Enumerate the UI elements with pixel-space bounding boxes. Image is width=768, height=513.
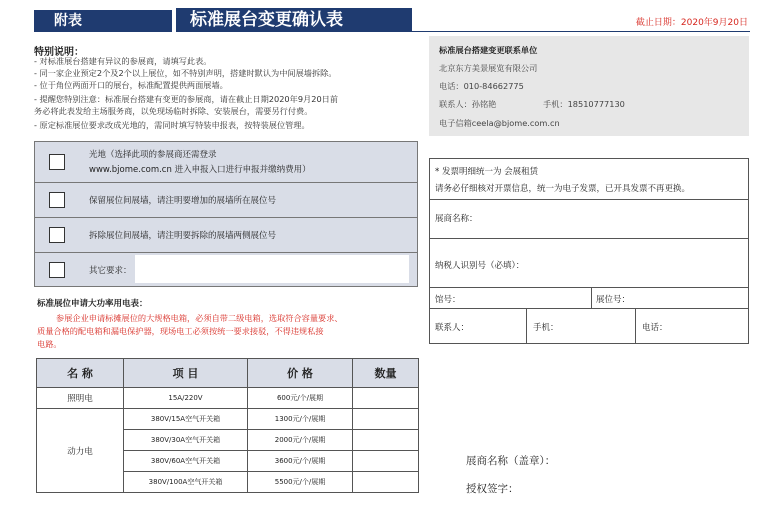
invoice-form — [429, 158, 749, 344]
header-rule — [412, 31, 750, 32]
table-row — [37, 388, 419, 409]
signature-company: 展商名称（盖章）： — [466, 455, 556, 467]
signature-sign: 授权签字： — [466, 483, 519, 495]
keep-wall-checkbox[interactable] — [49, 192, 65, 208]
col-name: 名 称 — [37, 359, 124, 388]
power-table — [36, 358, 419, 493]
note-line: 务必将此表发给主场服务商，以免现场临时拆除、安装展台，需要另行付费。 — [34, 106, 313, 116]
contact-label[interactable]: 联系人： — [435, 323, 470, 333]
booth-options — [34, 141, 418, 287]
col-item: 项 目 — [124, 359, 248, 388]
appendix-tag: 附表 — [34, 10, 172, 32]
deadline-label: 截止日期：2020年9月20日 — [635, 18, 748, 28]
power-title: 标准展位申请大功率用电表： — [37, 299, 148, 309]
contact-box — [429, 36, 749, 136]
power-price: 2000元/个/展期 — [248, 430, 353, 451]
other-checkbox[interactable] — [49, 262, 65, 278]
booth-no-label[interactable]: 展位号： — [596, 295, 631, 305]
note-line: - 提醒您特别注意：标准展台搭建有变更的参展商，请在截止日期2020年9月20日前 — [34, 94, 339, 104]
invoice-company-label: 展商名称： — [435, 214, 478, 224]
note-line: - 同一家企业预定2个及2个以上展位，如不特别声明，搭建时默认为中间展墙拆除。 — [34, 68, 337, 78]
invoice-tax-field[interactable] — [430, 239, 748, 288]
col-price: 价 格 — [248, 359, 353, 388]
mobile-label[interactable]: 手机： — [533, 323, 559, 333]
contact-mobile: 手机：18510777130 — [543, 99, 625, 109]
power-desc-line: 质量合格的配电箱和漏电保护器，现场电工必须按统一要求接驳，不得违规私接 — [37, 326, 324, 336]
divider — [526, 309, 527, 343]
power-item: 380V/30A空气开关箱 — [124, 430, 248, 451]
quantity-input[interactable] — [353, 472, 419, 493]
power-item: 380V/100A空气开关箱 — [124, 472, 248, 493]
invoice-note-line1: * 发票明细统一为 会展租赁 — [435, 167, 539, 177]
power-price: 5500元/个/展期 — [248, 472, 353, 493]
invoice-booth-row — [430, 288, 748, 309]
invoice-tax-label: 纳税人识别号（必填）： — [435, 261, 525, 271]
power-desc-line: 电路。 — [37, 339, 62, 349]
power-name: 动力电 — [37, 409, 124, 493]
power-item: 380V/15A空气开关箱 — [124, 409, 248, 430]
contact-email: 电子信箱ceela@bjome.com.cn — [439, 118, 560, 128]
option-remove-wall — [35, 218, 417, 253]
hall-label[interactable]: 馆号： — [435, 295, 461, 305]
other-requirements-input[interactable] — [135, 255, 409, 283]
remove-wall-label: 拆除展位间展墙，请注明要拆除的展墙两侧展位号 — [89, 231, 277, 241]
raw-space-label-2: www.bjome.com.cn 进入申报入口进行申报并缴纳费用） — [89, 165, 311, 175]
lighting-name: 照明电 — [37, 388, 124, 409]
option-keep-wall — [35, 183, 417, 218]
quantity-input[interactable] — [353, 430, 419, 451]
quantity-input[interactable] — [353, 388, 419, 409]
divider — [635, 309, 636, 343]
table-row — [37, 409, 419, 430]
remove-wall-checkbox[interactable] — [49, 227, 65, 243]
divider — [591, 288, 592, 308]
contact-person: 联系人：孙铭艳 — [439, 99, 497, 109]
invoice-company-field[interactable] — [430, 200, 748, 239]
invoice-note — [430, 159, 748, 200]
invoice-note-line2: 请务必仔细核对开票信息，统一为电子发票，已开具发票不再更换。 — [435, 184, 691, 194]
phone-label[interactable]: 电话： — [642, 323, 668, 333]
col-qty: 数量 — [353, 359, 419, 388]
other-label: 其它要求： — [89, 266, 132, 276]
contact-phone: 电话：010-84662775 — [439, 81, 524, 91]
notes-title: 特别说明： — [34, 47, 84, 58]
raw-space-label: 光地（选择此项的参展商还需登录 — [89, 150, 217, 160]
option-raw-space — [35, 142, 417, 183]
power-item: 380V/60A空气开关箱 — [124, 451, 248, 472]
power-price: 3600元/个/展期 — [248, 451, 353, 472]
quantity-input[interactable] — [353, 409, 419, 430]
power-desc-line: 参展企业申请标摊展位的大规格电箱，必须自带二级电箱，选取符合容量要求、 — [56, 313, 343, 323]
power-price: 1300元/个/展期 — [248, 409, 353, 430]
contact-company: 北京东方美景展览有限公司 — [439, 63, 538, 73]
contact-title: 标准展台搭建变更联系单位 — [439, 45, 538, 55]
note-line: - 对标准展台搭建有异议的参展商，请填写此表。 — [34, 56, 212, 66]
note-line: - 位于角位两面开口的展台，标准配置提供两面展墙。 — [34, 80, 228, 90]
option-other — [35, 253, 417, 286]
invoice-contact-row — [430, 309, 748, 343]
note-line: - 原定标准展位要求改成光地的，需同时填写特装申报表，按特装展位管理。 — [34, 120, 310, 130]
lighting-price: 600元/个/展期 — [248, 388, 353, 409]
quantity-input[interactable] — [353, 451, 419, 472]
keep-wall-label: 保留展位间展墙，请注明要增加的展墙所在展位号 — [89, 196, 277, 206]
page-title: 标准展台变更确认表 — [176, 8, 412, 32]
lighting-item: 15A/220V — [124, 388, 248, 409]
raw-space-checkbox[interactable] — [49, 154, 65, 170]
power-header-row — [37, 359, 419, 388]
